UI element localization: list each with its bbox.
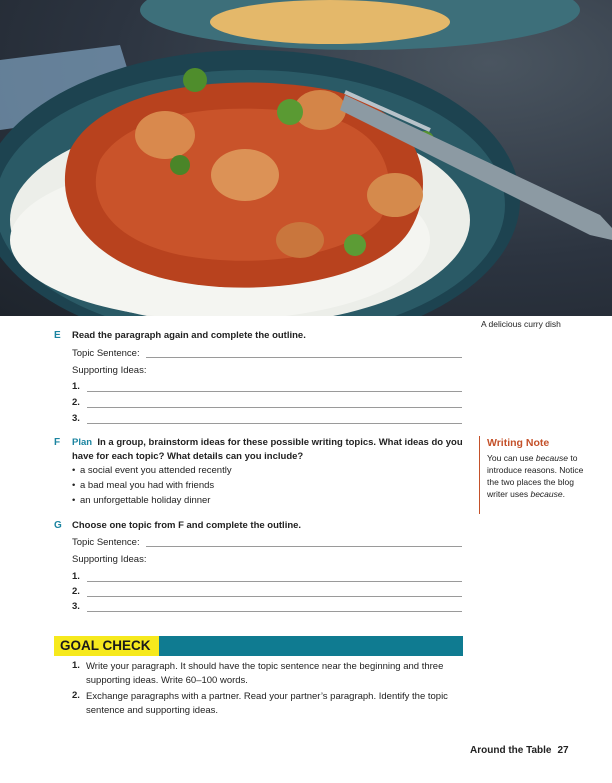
section-g-line-2[interactable] [87,596,462,597]
writing-note-body: You can use because to introduce reasons. Notice the two places the blog writer uses because. [487,453,584,499]
section-g-topic-line[interactable] [146,546,462,547]
section-f-instruction [72,436,467,464]
goal-item-1-text: Write your paragraph. It should have the topic sentence near the beginning and three supporting ideas. Write 60–100 words. [86,661,444,686]
section-e-topic-label: Topic Sentence: [72,348,140,359]
page-footer [470,745,569,756]
goal-item-1-number: 1. [72,660,80,671]
goal-item-2-text: Exchange paragraphs with a partner. Read your partner’s paragraph. Identify the topic sentence and supporting ideas. [86,691,448,716]
section-g-line-3[interactable] [87,611,462,612]
section-e-instruction: Read the paragraph again and complete the outline. [72,330,306,341]
plan-label: Plan [72,437,93,448]
section-e-number-3: 3. [72,413,80,424]
section-e-line-3[interactable] [87,423,462,424]
section-g-line-1[interactable] [87,581,462,582]
section-g-number-3: 3. [72,601,80,612]
topic-bullet-2: • a bad meal you had with friends [80,480,214,491]
section-e-number-1: 1. [72,381,80,392]
section-g-instruction: Choose one topic from F and complete the outline. [72,520,302,531]
topic-bullet-3: • an unforgettable holiday dinner [80,495,210,506]
section-g-letter: G [54,520,62,531]
curry-photo [0,0,612,316]
section-e-number-2: 2. [72,397,80,408]
section-f-text: In a group, brainstorm ideas for these possible writing topics. What ideas do you have for each topic? What details can you include? [72,437,463,462]
section-e-line-2[interactable] [87,407,462,408]
writing-note-title: Writing Note [487,437,550,449]
goal-item-2-number: 2. [72,690,80,701]
section-g-number-1: 1. [72,571,80,582]
writing-note-rule [479,436,480,514]
section-g-supporting-label: Supporting Ideas: [72,554,147,565]
section-f-letter: F [54,437,61,448]
section-e-topic-line[interactable] [146,357,462,358]
section-g-topic-label: Topic Sentence: [72,537,140,548]
section-g-number-2: 2. [72,586,80,597]
goal-check-title: GOAL CHECK [54,636,159,656]
topic-bullet-1: • a social event you attended recently [80,465,232,476]
photo-caption: A delicious curry dish [481,319,561,329]
section-e-line-1[interactable] [87,391,462,392]
page-number: 27 [557,745,569,756]
section-e-letter: E [54,330,61,341]
section-e-supporting-label: Supporting Ideas: [72,365,147,376]
footer-title: Around the Table [470,745,552,756]
